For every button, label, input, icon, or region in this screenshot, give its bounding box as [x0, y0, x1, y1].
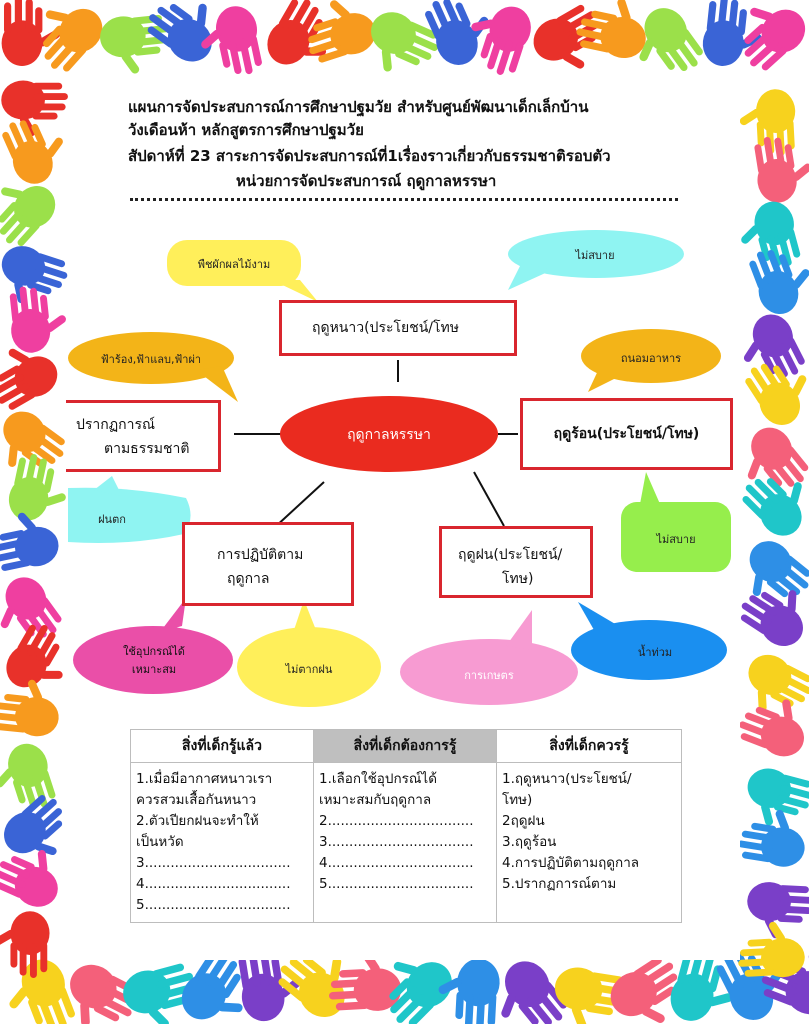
header-line-3: สัปดาห์ที่ 23 สาระการจัดประสบการณ์ที่1เรื่องราวเกี่ยวกับธรรมชาติรอบตัว [128, 147, 611, 165]
bubble-sick-right [621, 472, 731, 572]
connector-bottom-right [474, 472, 504, 526]
bubble-rain-text: ฝนตก [98, 513, 126, 526]
knowledge-table [130, 729, 682, 923]
practice-box-line-1: การปฏิบัติตาม [217, 547, 304, 563]
want-line: เหมาะสมกับฤดูกาล [319, 792, 432, 808]
bubble-sick-top-text: ไม่สบาย [575, 249, 615, 262]
header-line-2: วังเดือนห้า หลักสูตรการศึกษาปฐมวัย [128, 121, 364, 139]
header-should: สิ่งที่เด็กควรรู้ [497, 730, 682, 763]
bubble-flood-text: น้ำท่วม [637, 646, 673, 659]
rainy-box-line-2: โทษ) [502, 571, 534, 587]
rainy-box [439, 526, 593, 598]
known-line: 1.เมื่อมีอากาศหนาวเรา [136, 771, 273, 787]
bubble-farming [400, 610, 578, 705]
summer-box [520, 398, 733, 470]
should-line: 1.ฤดูหนาว(ประโยชน์/ [502, 771, 632, 787]
header-known: สิ่งที่เด็กรู้แล้ว [131, 730, 314, 763]
center-topic: ฤดูกาลหรรษา [347, 427, 431, 443]
bubble-tools-text [80, 643, 228, 679]
cell-known [131, 763, 314, 923]
practice-box [182, 522, 354, 606]
known-line: 4.................................. [136, 876, 291, 892]
winter-box-label: ฤดูหนาว(ประโยชน์/โทษ [312, 320, 459, 336]
cell-should [497, 763, 682, 923]
want-line: 3.................................. [319, 834, 474, 850]
rainy-box-line-1: ฤดูฝน(ประโยชน์/ [458, 547, 563, 563]
want-line: 5.................................. [319, 876, 474, 892]
should-line: 2ฤดูฝน [502, 813, 545, 829]
bubble-tools-line-1: ใช้อุปกรณ์ได้ [123, 645, 185, 658]
want-line: 2.................................. [319, 813, 474, 829]
should-line: โทษ) [502, 792, 533, 808]
known-line: 5.................................. [136, 897, 291, 913]
cell-want [314, 763, 497, 923]
bubble-no-rain [237, 600, 381, 707]
bubble-tools-line-2: เหมาะสม [131, 663, 177, 676]
known-line: เป็นหวัด [136, 834, 184, 850]
phenomena-box [66, 400, 221, 472]
table-row [131, 763, 682, 923]
phenomena-box-line-1: ปรากฏการณ์ [76, 417, 155, 433]
want-line: 1.เลือกใช้อุปกรณ์ได้ [319, 771, 437, 787]
known-line: ควรสวมเสื้อกันหนาว [136, 792, 257, 808]
known-line: 3.................................. [136, 855, 291, 871]
header-want: สิ่งที่เด็กต้องการรู้ [314, 730, 497, 763]
bubble-thunder-text: ฟ้าร้อง,ฟ้าแลบ,ฟ้าผ่า [100, 353, 202, 366]
bubble-no-rain-text: ไม่ตากฝน [285, 663, 333, 676]
bubble-flood [571, 602, 727, 680]
should-line: 3.ฤดูร้อน [502, 834, 557, 850]
header-line-1: แผนการจัดประสบการณ์การศึกษาปฐมวัย สำหรับศูนย์พัฒนาเด็กเล็กบ้าน [128, 98, 589, 116]
table-header-row [131, 730, 682, 763]
want-line: 4.................................. [319, 855, 474, 871]
should-line: 4.การปฏิบัติตามฤดูกาล [502, 855, 640, 871]
phenomena-box-line-2: ตามธรรมชาติ [104, 441, 190, 457]
header-line-4: หน่วยการจัดประสบการณ์ ฤดูกาลหรรษา [236, 172, 497, 190]
bubble-sick-right-text: ไม่สบาย [656, 533, 696, 546]
bubble-preserve-food-text: ถนอมอาหาร [620, 352, 682, 365]
bubble-farming-text: การเกษตร [464, 669, 514, 682]
bubble-plants-text: พืชผักผลไม้งาม [197, 258, 271, 271]
should-line: 5.ปรากฏการณ์ตาม [502, 876, 617, 892]
winter-box [279, 300, 517, 356]
known-line: 2.ตัวเปียกฝนจะทำให้ [136, 813, 259, 829]
summer-box-label: ฤดูร้อน(ประโยชน์/โทษ) [553, 426, 700, 442]
practice-box-line-2: ฤดูกาล [227, 571, 270, 587]
